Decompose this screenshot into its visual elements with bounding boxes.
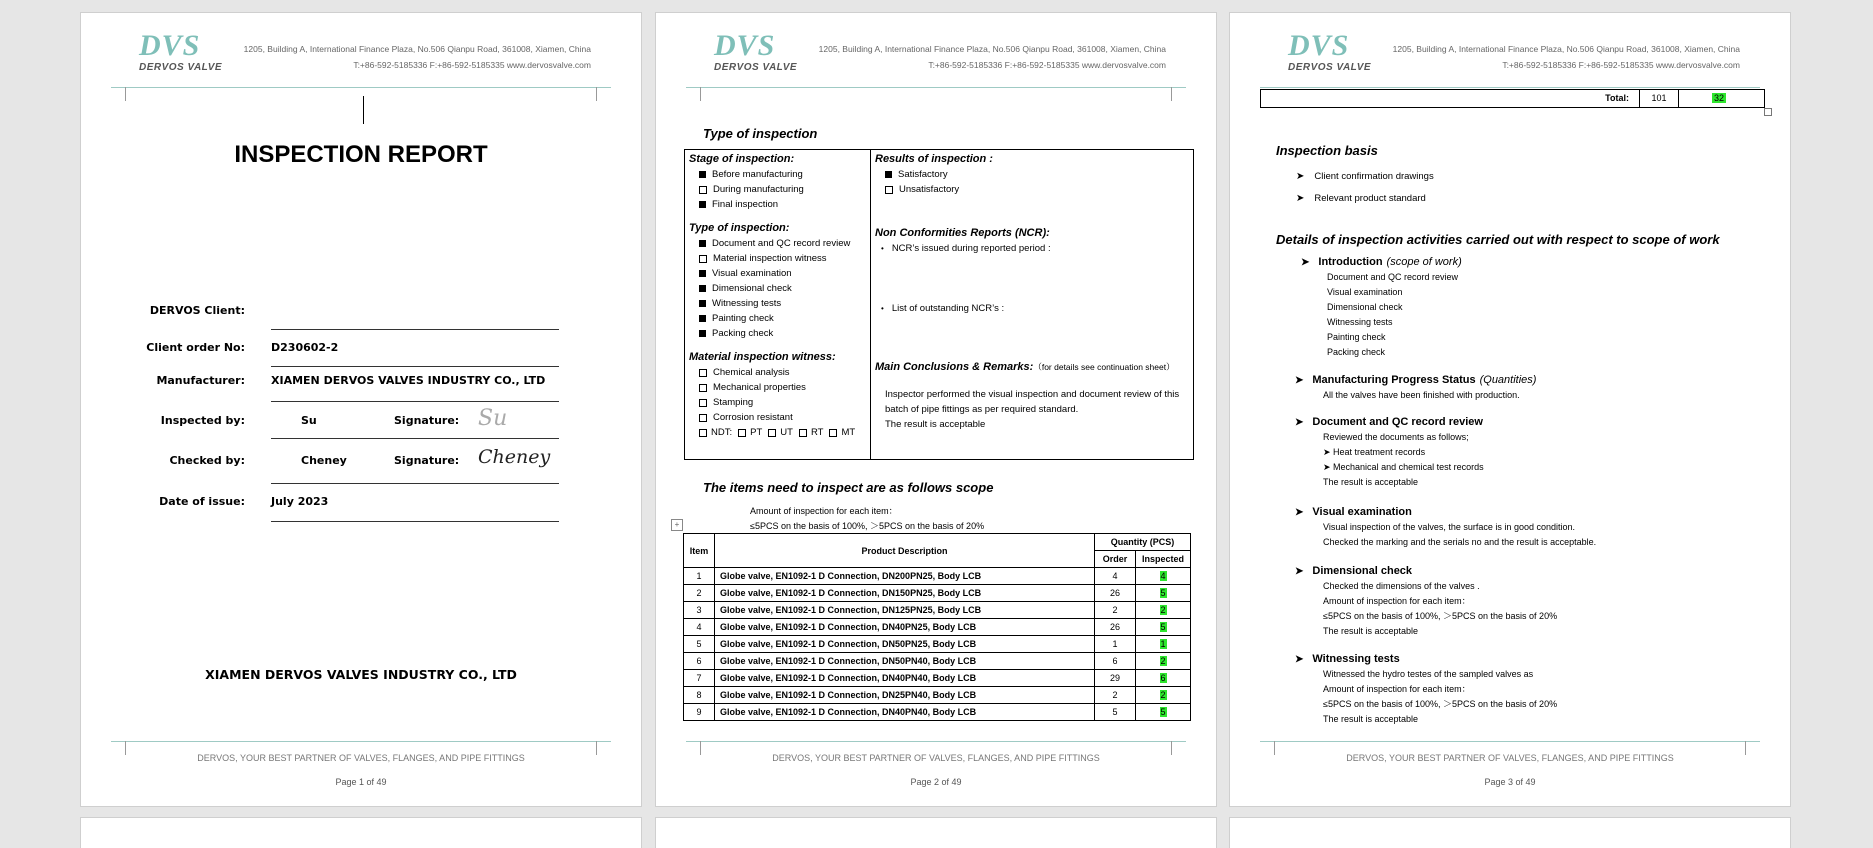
field-client: DERVOS Client: xyxy=(149,304,245,317)
checkbox-item: Packing check xyxy=(689,326,869,341)
checked-box-icon xyxy=(699,201,706,208)
total-row: Total: 101 32 xyxy=(1260,89,1765,108)
checked-box-icon xyxy=(699,330,706,337)
conclusions-text: Inspector performed the visual inspection and document review of this batch of pipe fittings as per required standard. xyxy=(885,389,1180,415)
checked-box-icon xyxy=(699,270,706,277)
document-page-2: DVS DERVOS VALVE 1205, Building A, International Finance Plaza, No.506 Qianpu Road, 361008, Xiamen, China T:+86-592-5185336 F:+86-592-5185335 www.dervosvalve.com Type of inspection Stage of inspection: Before manufacturing During manufacturing Final inspection Type of inspection: Document and QC record review Material inspection witness Visual examination Dimensional check Witnessing tests Painting check Packing check Material inspection witness: Chemical analysis Mechanical properties Stamping Corrosion resistant NDT: PT UT RT MT Results of inspection : Satisfactory Unsatisfactory Non Conformities Reports (NCR): • NCR’s issued during reported period : • List of outstanding NCR’s : Main Conclusions & Remarks: （for details see continuation sheet） Inspector performed the visual inspection and document review of this batch of pipe fittings as per required standard. The result is acceptable The items need to inspect are as follows scope Amount of inspection for each item： ≤5PCS on the basis of 100%, ＞5PCS on the basis of 20% + Item Product Description Quantity (PCS) Order Inspected 1 Globe valve, EN1092-1 D Connection, DN200PN25, Body LCB 4 4 2 Globe valve, EN1092-1 D Connection, DN150PN25, Body LCB 26 5 3 Globe valve, EN1092-1 D Connection, DN125PN25, Body LCB 2 2 4 Globe valve, EN1092-1 D Connection, DN40PN25, Body LCB 26 5 5 Globe valve, EN1092-1 D Connection, DN50PN25, Body LCB 1 1 6 Globe valve, EN1092-1 D Connection, DN50PN40, Body LCB 6 2 7 Globe valve, EN1092-1 D Connection, DN40PN40, Body LCB 29 6 8 Globe valve, EN1092-1 D Connection, DN25PN40, Body LCB 2 2 9 Globe valve, EN1092-1 D Connection, DN40PN40, Body LCB 5 5 DERVOS, YOUR BEST PARTNER OF VALVES, FLANGES, AND PIPE FITTINGS Page 2 of 49 xyxy=(656,13,1216,806)
table-move-handle-icon[interactable]: + xyxy=(671,519,683,531)
table-row: 9 Globe valve, EN1092-1 D Connection, DN40PN40, Body LCB 5 5 xyxy=(684,704,1191,721)
scope-title: The items need to inspect are as follows scope xyxy=(703,480,994,495)
conclusions-result: The result is acceptable xyxy=(885,419,986,430)
checkbox-item: Document and QC record review xyxy=(689,236,869,251)
table-row: 1 Globe valve, EN1092-1 D Connection, DN200PN25, Body LCB 4 4 xyxy=(684,568,1191,585)
activity-document-review: ➤ Document and QC record review Reviewed the documents as follows; ➤ Heat treatment records ➤ Mechanical and chemical test records The result is acceptable xyxy=(1295,416,1484,487)
type-list xyxy=(689,236,869,341)
checkbox-item: Painting check xyxy=(689,311,869,326)
field-date: Date of issue: July 2023 xyxy=(159,495,329,508)
checkbox-item: Material inspection witness xyxy=(689,251,869,266)
ndt-options: NDT: PT UT RT MT xyxy=(689,425,869,440)
checkbox-item: Witnessing tests xyxy=(689,296,869,311)
checkbox-item: Before manufacturing xyxy=(689,167,869,182)
page-number: Page 1 of 49 xyxy=(335,777,387,787)
checkbox-item: Corrosion resistant xyxy=(689,410,869,425)
signature-su: Su xyxy=(478,406,508,431)
table-row: 2 Globe valve, EN1092-1 D Connection, DN150PN25, Body LCB 26 5 xyxy=(684,585,1191,602)
left-column: Stage of inspection: Before manufacturing During manufacturing Final inspection Type of inspection: Document and QC record review Material inspection witness Visual examination Dimensional check Witnessing tests Painting check Packing check Material inspection witness: Chemical analysis Mechanical properties Stamping Corrosion resistant NDT: PT UT RT MT xyxy=(689,153,869,440)
conclusions-heading: Main Conclusions & Remarks: （for details see continuation sheet） xyxy=(875,361,1175,373)
items-table: Item Product Description Quantity (PCS) Order Inspected 1 Globe valve, EN1092-1 D Connection, DN200PN25, Body LCB 4 4 2 Globe valve, EN1092-1 D Connection, DN150PN25, Body LCB 26 5 3 Globe valve, EN1092-1 D Connection, DN125PN25, Body LCB 2 2 4 Globe valve, EN1092-1 D Connection, DN40PN25, Body LCB 26 5 5 Globe valve, EN1092-1 D Connection, DN50PN25, Body LCB 1 1 6 Globe valve, EN1092-1 D Connection, DN50PN40, Body LCB 6 2 7 Globe valve, EN1092-1 D Connection, DN40PN40, Body LCB 29 6 8 Globe valve, EN1092-1 D Connection, DN25PN40, Body LCB 2 2 9 Globe valve, EN1092-1 D Connection, DN40PN40, Body LCB 5 5 xyxy=(683,533,1191,721)
document-page-3: DVS DERVOS VALVE 1205, Building A, International Finance Plaza, No.506 Qianpu Road, 361008, Xiamen, China T:+86-592-5185336 F:+86-592-5185335 www.dervosvalve.com Total: 101 32 Inspection basis ➤ Client confirmation drawings ➤ Relevant product standard Details of inspection activities carried out with respect to scope of work ➤ Introduction (scope of work) Document and QC record review Visual examination Dimensional check Witnessing tests Painting check Packing check ➤ Manufacturing Progress Status (Quantities) All the valves have been finished with production. ➤ Document and QC record review Reviewed the documents as follows; ➤ Heat treatment records ➤ Mechanical and chemical test records The result is acceptable ➤ Visual examination Visual inspection of the valves, the surface is in good condition. Checked the marking and the serials no and the result is acceptable. ➤ Dimensional check Checked the dimensions of the valves . Amount of inspection for each item： ≤5PCS on the basis of 100%, ＞5PCS on the basis of 20% The result is acceptable ➤ Witnessing tests Witnessed the hydro testes of the sampled valves as Amount of inspection for each item： ≤5PCS on the basis of 100%, ＞5PCS on the basis of 20% The result is acceptable DERVOS, YOUR BEST PARTNER OF VALVES, FLANGES, AND PIPE FITTINGS Page 3 of 49 xyxy=(1230,13,1790,806)
unchecked-box-icon xyxy=(699,255,707,263)
checkbox-item: Final inspection xyxy=(689,197,869,212)
table-row: 3 Globe valve, EN1092-1 D Connection, DN125PN25, Body LCB 2 2 xyxy=(684,602,1191,619)
checked-box-icon xyxy=(699,285,706,292)
checked-box-icon xyxy=(699,171,706,178)
table-row: 6 Globe valve, EN1092-1 D Connection, DN50PN40, Body LCB 6 2 xyxy=(684,653,1191,670)
checked-box-icon xyxy=(885,171,892,178)
activity-visual-examination: ➤ Visual examination Visual inspection of the valves, the surface is in good condition. Checked the marking and the serials no and the result is acceptable. xyxy=(1295,506,1597,547)
report-title: INSPECTION REPORT xyxy=(234,141,488,168)
activity-introduction: ➤ Introduction (scope of work) Document and QC record review Visual examination Dimensional check Witnessing tests Painting check Packing check xyxy=(1301,256,1462,357)
checkbox-item: Dimensional check xyxy=(689,281,869,296)
checkbox-item: Chemical analysis xyxy=(689,365,869,380)
basis-item: ➤ Relevant product standard xyxy=(1296,193,1426,204)
header-address: 1205, Building A, International Finance Plaza, No.506 Qianpu Road, 361008, Xiamen, China T:+86-592-5185336 F:+86-592-5185335 www.dervosvalve.com xyxy=(243,44,591,70)
page-number: Page 3 of 49 xyxy=(1484,777,1536,787)
details-title: Details of inspection activities carried out with respect to scope of work xyxy=(1276,232,1720,247)
checkbox-item: Stamping xyxy=(689,395,869,410)
unchecked-box-icon xyxy=(699,414,707,422)
unchecked-box-icon xyxy=(885,186,893,194)
field-manufacturer: Manufacturer: XIAMEN DERVOS VALVES INDUSTRY CO., LTD xyxy=(156,374,546,387)
table-resize-handle[interactable] xyxy=(1764,108,1772,116)
table-row: 7 Globe valve, EN1092-1 D Connection, DN40PN40, Body LCB 29 6 xyxy=(684,670,1191,687)
footer-tagline: DERVOS, YOUR BEST PARTNER OF VALVES, FLANGES, AND PIPE FITTINGS xyxy=(197,753,525,763)
basis-item: ➤ Client confirmation drawings xyxy=(1296,171,1434,182)
results-list xyxy=(875,167,1190,197)
activity-dimensional-check: ➤ Dimensional check Checked the dimensions of the valves . Amount of inspection for each item： ≤5PCS on the basis of 100%, ＞5PCS on the basis of 20% The result is acceptable xyxy=(1295,565,1558,636)
document-page-4 xyxy=(81,818,641,848)
table-row: 4 Globe valve, EN1092-1 D Connection, DN40PN25, Body LCB 26 5 xyxy=(684,619,1191,636)
field-order-no: Client order No: D230602-2 xyxy=(146,341,339,354)
header-rule xyxy=(111,87,611,88)
document-page-6 xyxy=(1230,818,1790,848)
field-inspected-by: Inspected by: Su Signature: Su xyxy=(160,406,508,431)
inspection-basis-title: Inspection basis xyxy=(1276,143,1378,158)
unchecked-box-icon xyxy=(699,399,707,407)
company-logo: DVS DERVOS VALVE xyxy=(1288,29,1372,73)
header-address: 1205, Building A, International Finance Plaza, No.506 Qianpu Road, 361008, Xiamen, China T:+86-592-5185336 F:+86-592-5185335 www.dervosvalve.com xyxy=(818,44,1166,70)
stage-list xyxy=(689,167,869,212)
checked-box-icon xyxy=(699,315,706,322)
company-name: XIAMEN DERVOS VALVES INDUSTRY CO., LTD xyxy=(205,667,517,682)
company-logo: DVS DERVOS VALVE xyxy=(139,29,223,73)
amount-line: Amount of inspection for each item： xyxy=(750,506,898,516)
company-logo: DVS DERVOS VALVE xyxy=(714,29,798,73)
checked-box-icon xyxy=(699,300,706,307)
checkbox-item: Unsatisfactory xyxy=(875,182,1190,197)
ncr-item: • List of outstanding NCR’s : xyxy=(881,303,1005,314)
checkbox-item: Mechanical properties xyxy=(689,380,869,395)
unchecked-box-icon xyxy=(699,369,707,377)
header-address: 1205, Building A, International Finance Plaza, No.506 Qianpu Road, 361008, Xiamen, China T:+86-592-5185336 F:+86-592-5185335 www.dervosvalve.com xyxy=(1392,44,1740,70)
field-checked-by: Checked by: Cheney Signature: Cheney xyxy=(169,446,551,468)
table-row: 5 Globe valve, EN1092-1 D Connection, DN50PN25, Body LCB 1 1 xyxy=(684,636,1191,653)
document-page-5 xyxy=(656,818,1216,848)
checkbox-item: Visual examination xyxy=(689,266,869,281)
activity-manufacturing-status: ➤ Manufacturing Progress Status (Quantities) All the valves have been finished with production. xyxy=(1295,374,1537,400)
table-row: 8 Globe valve, EN1092-1 D Connection, DN25PN40, Body LCB 2 2 xyxy=(684,687,1191,704)
document-page-1 xyxy=(81,13,641,806)
signature-cheney: Cheney xyxy=(478,446,551,468)
type-of-inspection-title: Type of inspection xyxy=(703,126,818,141)
ncr-item: • NCR’s issued during reported period : xyxy=(881,243,1051,254)
basis-line: ≤5PCS on the basis of 100%, ＞5PCS on the basis of 20% xyxy=(750,521,985,531)
checkbox-item: Satisfactory xyxy=(875,167,1190,182)
checked-box-icon xyxy=(699,240,706,247)
inspection-summary-box xyxy=(684,149,1194,460)
activity-witnessing-tests: ➤ Witnessing tests Witnessed the hydro testes of the sampled valves as Amount of inspection for each item： ≤5PCS on the basis of 100%, ＞5PCS on the basis of 20% The result is acceptable xyxy=(1295,653,1558,724)
right-column: Results of inspection : Satisfactory Unsatisfactory Non Conformities Reports (NCR): • NCR’s issued during reported period : • List of outstanding NCR’s : Main Conclusions & Remarks: （for details see continuation sheet） Inspector performed the visual inspection and document review of this batch of pipe fittings as per required standard. The result is acceptable xyxy=(875,153,1190,432)
text-cursor xyxy=(363,96,364,124)
unchecked-box-icon xyxy=(699,186,707,194)
page-number: Page 2 of 49 xyxy=(910,777,962,787)
unchecked-box-icon xyxy=(699,384,707,392)
checkbox-item: During manufacturing xyxy=(689,182,869,197)
material-list xyxy=(689,365,869,425)
